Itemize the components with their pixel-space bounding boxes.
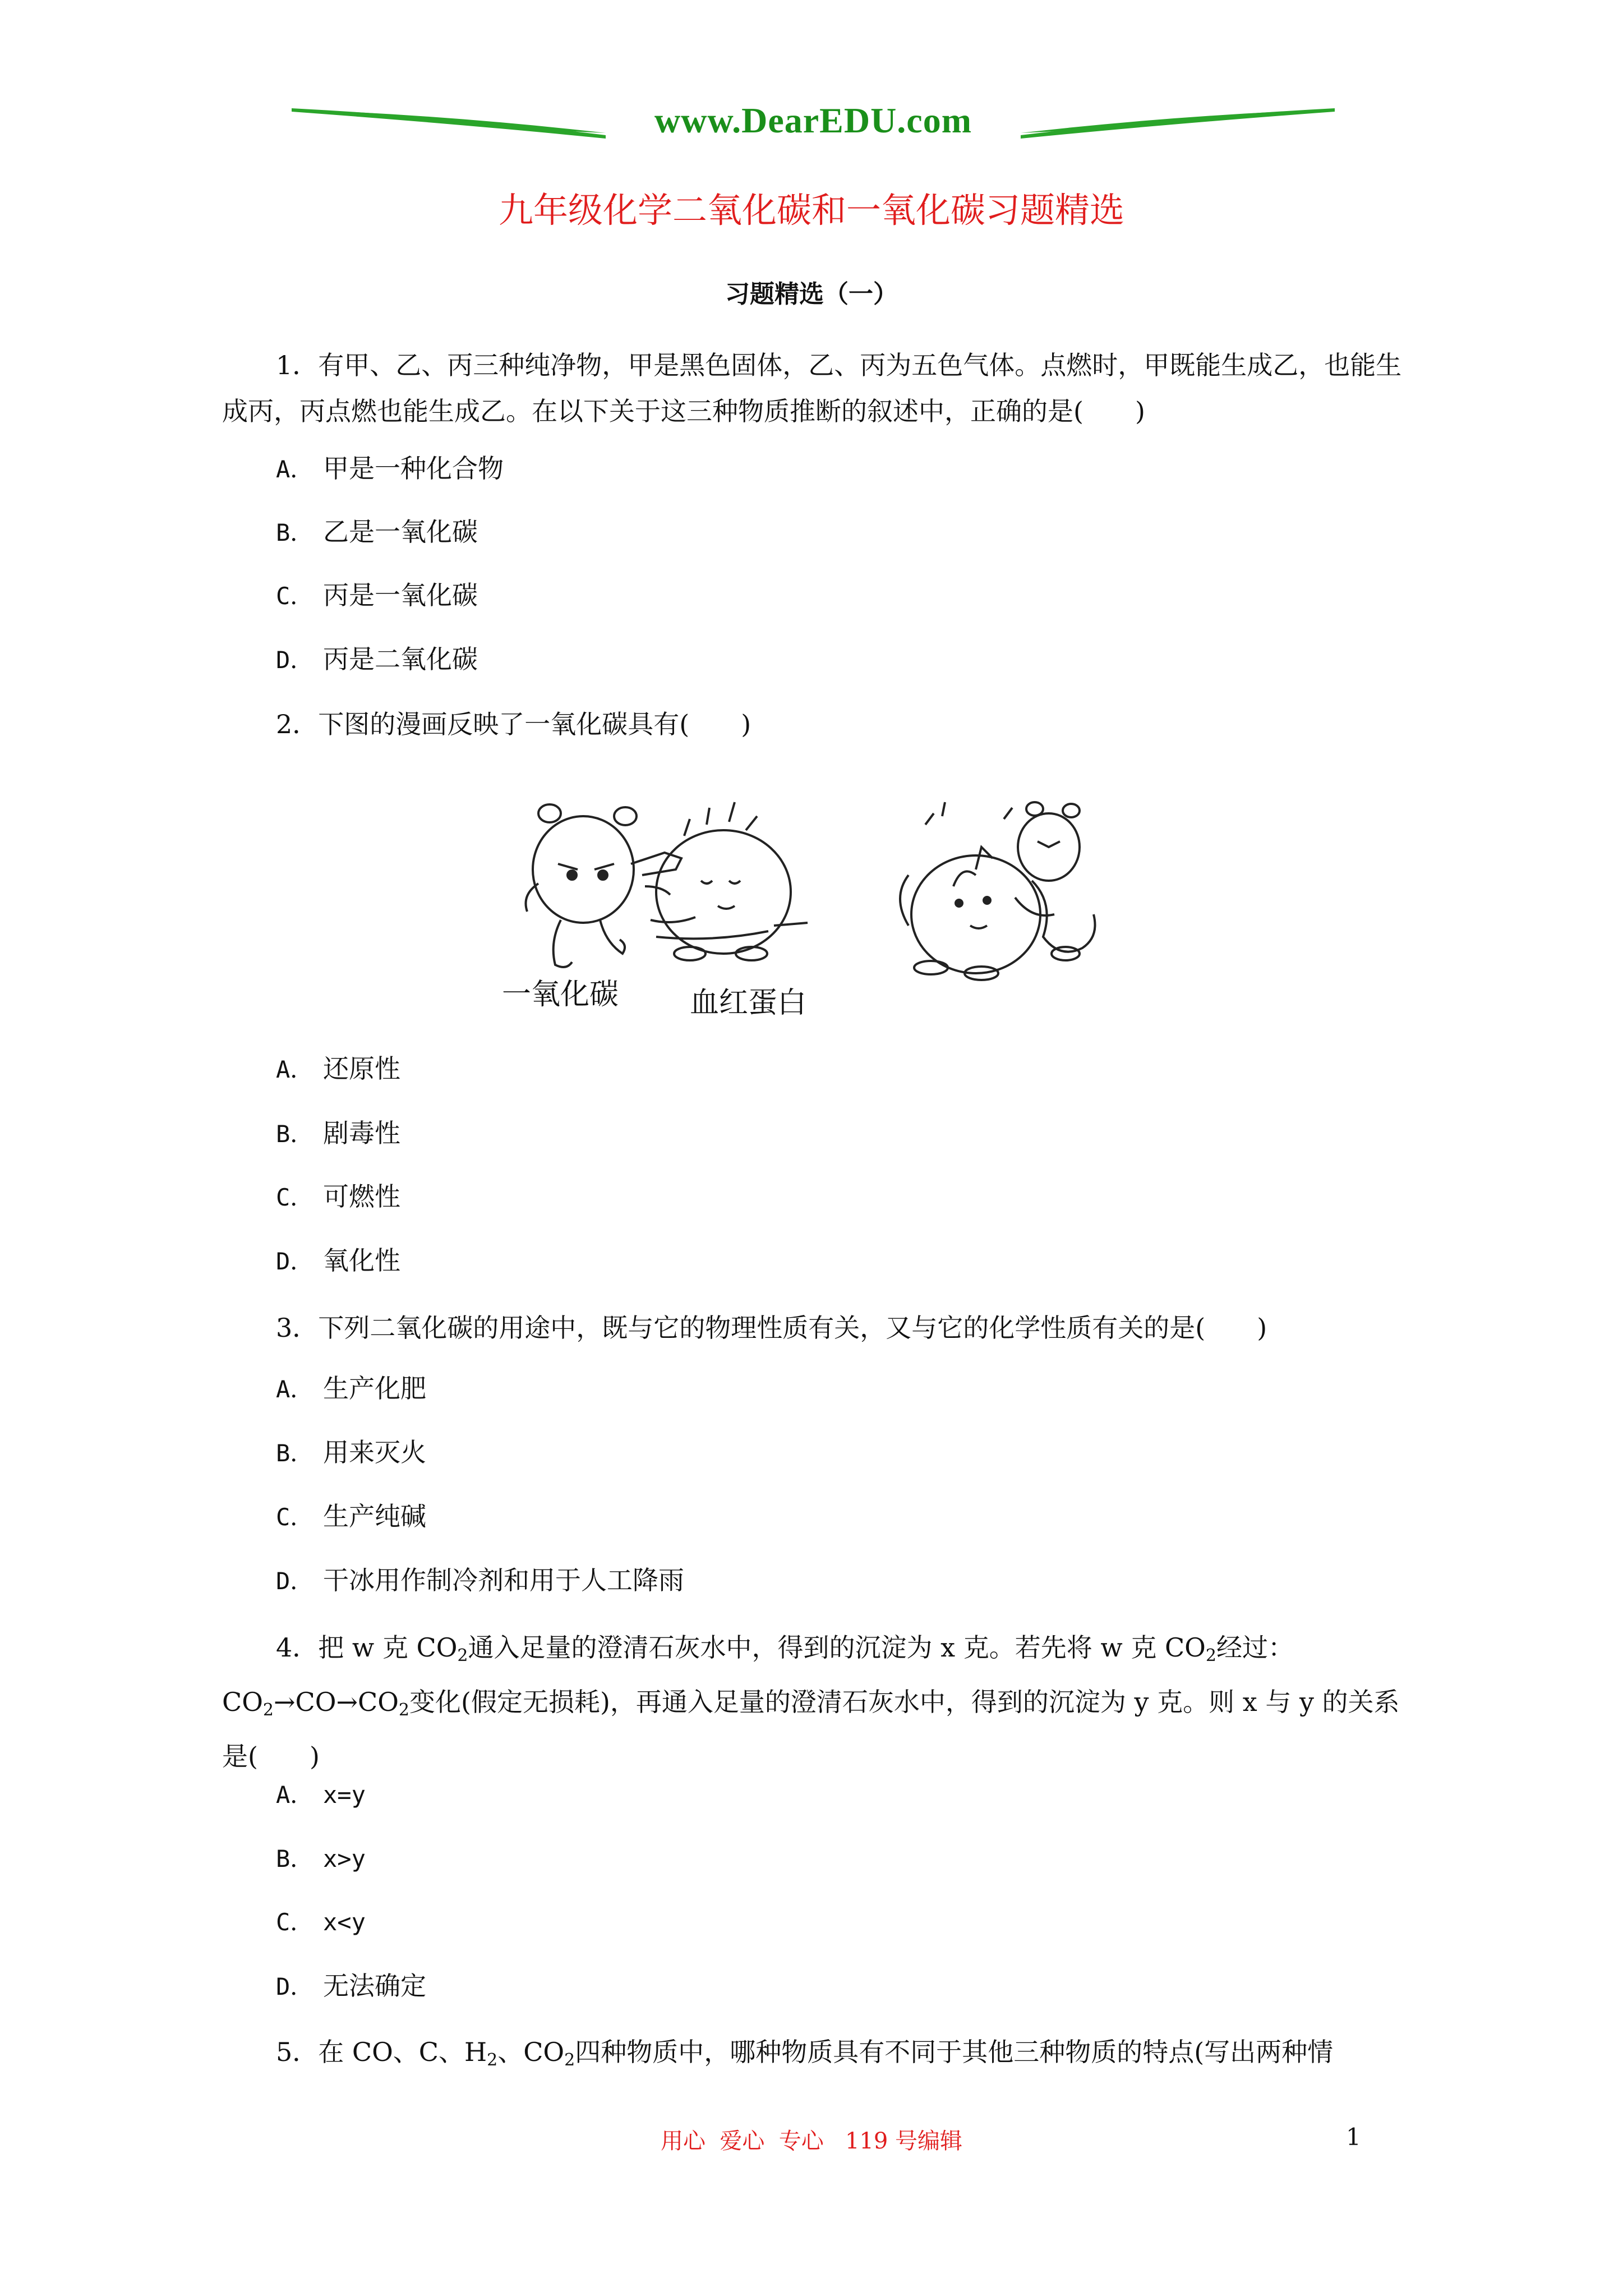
question-3: 3．下列二氧化碳的用途中，既与它的物理性质有关，又与它的化学性质有关的是( ): [276, 1313, 1267, 1343]
page-footer: 用心 爱心 专心 119 号编辑: [660, 2128, 963, 2154]
q4-option-d: D． 无法确定: [276, 1971, 426, 2001]
q2-option-c: C． 可燃性: [276, 1181, 400, 1212]
section-subtitle: 习题精选（一）: [725, 280, 898, 309]
q3-option-a: A． 生产化肥: [276, 1373, 426, 1404]
q1-option-b: B． 乙是一氧化碳: [276, 517, 478, 547]
question-5: 5．在 CO、C、$H_2$、$CO_2$四种物质中，哪种物质具有不同于其他三种物质的特点(写出两种情: [276, 2037, 1334, 2070]
q4-option-a: A． x=y: [276, 1781, 366, 1809]
q2-option-d: D． 氧化性: [276, 1245, 400, 1276]
q1-option-c: C． 丙是一氧化碳: [276, 580, 478, 610]
page-number: 1: [1346, 2123, 1361, 2151]
q4-option-b: B． x>y: [276, 1845, 366, 1872]
q1-option-a: A． 甲是一种化合物: [276, 453, 504, 484]
page-title: 九年级化学二氧化碳和一氧化碳习题精选: [498, 190, 1124, 231]
figure-label-co: 一氧化碳: [502, 978, 619, 1011]
question-4: 4．把 w 克 $CO_2$通入足量的澄清石灰水中，得到的沉淀为 x 克。若先将 w 克 $CO_2$经过：$CO_2\to CO\to CO_2$变化(假定无损耗)，再通入足量的澄清石灰水中，得到的沉淀为 y 克。则 x 与 y 的关系是( ): [222, 1632, 1400, 1772]
q2-option-b: B． 剧毒性: [276, 1118, 400, 1148]
q4-option-c: C． x<y: [276, 1908, 366, 1936]
q2-option-a: A． 还原性: [276, 1053, 400, 1084]
q3-option-d: D． 干冰用作制冷剂和用于人工降雨: [276, 1565, 684, 1595]
question-2: 2．下图的漫画反映了一氧化碳具有( ): [276, 709, 751, 739]
header-banner: [292, 98, 1335, 149]
q3-option-b: B． 用来灭火: [276, 1437, 426, 1467]
cartoon-figure: [502, 785, 1150, 1021]
figure-label-hemoglobin: 血红蛋白: [690, 986, 807, 1020]
site-logo: www.DearEDU.com: [654, 100, 972, 140]
q1-option-d: D． 丙是二氧化碳: [276, 644, 478, 674]
question-1: 1．有甲、乙、丙三种纯净物，甲是黑色固体，乙、丙为五色气体。点燃时，甲既能生成乙，也能生成丙，丙点燃也能生成乙。在以下关于这三种物质推断的叙述中，正确的是( ): [222, 350, 1402, 426]
q3-option-c: C． 生产纯碱: [276, 1501, 426, 1531]
